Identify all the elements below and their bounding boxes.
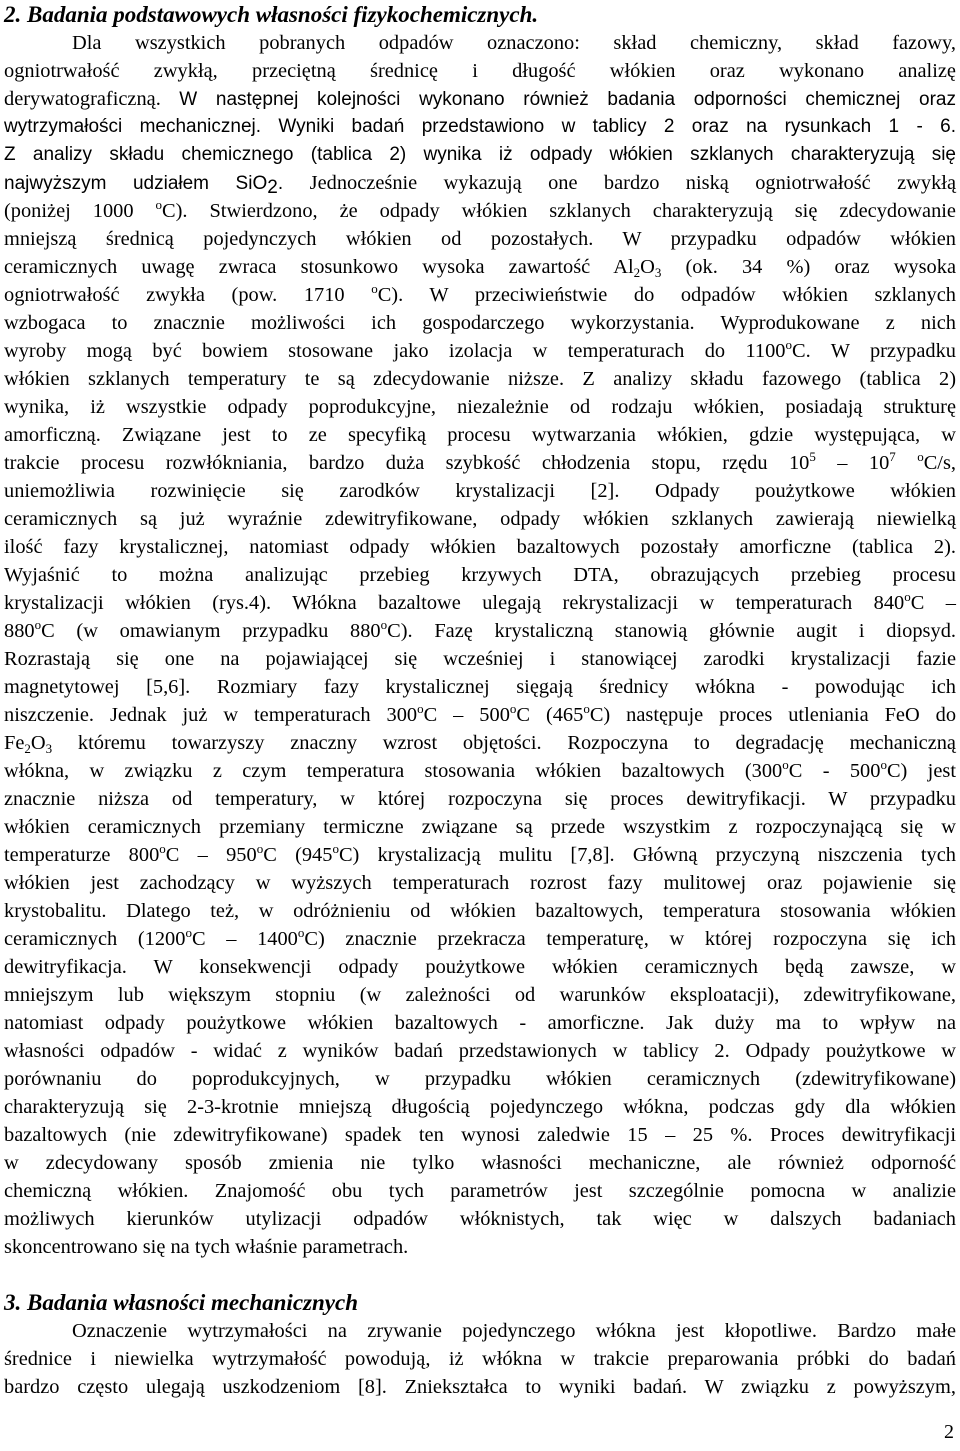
paragraph-line: bardzo często ulegają uszkodzeniom [8]. Zniekształca to wyniki badań. W związku z powyższym, [4, 1376, 956, 1398]
paragraph-line: w zdecydowany sposób zmienia nie tylko własności mechaniczne, ale również odporność [4, 1152, 956, 1174]
paragraph-line: wyroby mogą być bowiem stosowane jako izolacja w temperaturach do 1100$^o$C. W przypadku [4, 337, 957, 362]
paragraph-line: temperaturze 800$^o$C – 950$^o$C (945$^o$C) krystalizacją mulitu [7,8]. Główną przyczyną niszczenia tych [4, 841, 956, 866]
paragraph-line: porównaniu do poprodukcyjnych, w przypadku włókien ceramicznych (zdewitryfikowane) [4, 1068, 956, 1090]
section-2-heading: 2. Badania podstawowych własności fizykochemicznych. [4, 2, 539, 27]
paragraph-line: ceramicznych (1200$^o$C – 1400$^o$C) znacznie przekracza temperaturę, w której rozpoczyna się ich [4, 925, 956, 950]
paragraph-line: derywatograficzną. W następnej kolejności wykonano również badania odporności chemicznej oraz [4, 88, 957, 110]
paragraph-line: Oznaczenie wytrzymałości na zrywanie pojedynczego włókna jest kłopotliwe. Bardzo małe [72, 1320, 956, 1342]
section-3-heading: 3. Badania własności mechanicznych [4, 1290, 358, 1315]
paragraph-line: włókien jest zachodzący w wyższych temperaturach rozrost fazy mulitowej oraz pojawienie się [4, 872, 956, 894]
paragraph-line: krystobalitu. Dlatego też, w odróżnieniu od włókien bazaltowych, temperatura stosowania włókien [4, 900, 956, 922]
paragraph-line: wytrzymałości mechanicznej. Wyniki badań przedstawiono w tablicy 2 oraz na rysunkach 1 - 6. [4, 116, 956, 137]
paragraph-line: mniejszym lub większym stopniu (w zależności od warunków eksploatacji), zdewitryfikowane, [4, 984, 956, 1006]
paragraph-line: ogniotrwałość zwykła (pow. 1710 $^o$C). W przeciwieństwie do odpadów włókien szklanych [4, 281, 956, 306]
paragraph-line: wzbogaca to znacznie możliwości ich gospodarczego wykorzystania. Wyprodukowane z nich [4, 312, 956, 334]
paragraph-line: Wyjaśnić to można analizując przebieg krzywych DTA, obrazujących przebieg procesu [4, 564, 956, 586]
paragraph-line: Rozrastają się one na pojawiającej się wcześniej i stanowiącej zarodki krystalizacji fazie [4, 648, 956, 670]
paragraph-line: Dla wszystkich pobranych odpadów oznaczono: skład chemiczny, skład fazowy, [72, 32, 956, 54]
paragraph-line: uniemożliwia rozwinięcie się zarodków krystalizacji [2]. Odpady poużytkowe włókien [4, 480, 956, 502]
paragraph-line: (poniżej 1000 $^o$C). Stwierdzono, że odpady włókien szklanych charakteryzują się zdecydowanie [4, 197, 956, 222]
paragraph-line: dewitryfikacja. W konsekwencji odpady poużytkowe włókien ceramicznych będą zawsze, w [4, 956, 956, 978]
paragraph-line: włókien szklanych temperatury te są zdecydowanie niższe. Z analizy składu fazowego (tablica 2) [4, 368, 956, 390]
paragraph-line: natomiast odpady poużytkowe włókien bazaltowych - amorficzne. Jak duży ma to wpływ na [4, 1012, 956, 1034]
paragraph-line: bazaltowych (nie zdewitryfikowane) spadek ten wynosi zaledwie 15 – 25 %. Proces dewitryfikacji [4, 1124, 956, 1146]
paragraph-line: Z analizy składu chemicznego (tablica 2) wynika iż odpady włókien szklanych charakteryzują się [4, 144, 956, 165]
paragraph-line: najwyższym udziałem SiO$_2$. Jednocześnie wykazują one bardzo niską ogniotrwałość zwykłą [4, 172, 956, 198]
paragraph-line: znacznie niższa od temperatury, w której rozpoczyna się proces dewitryfikacji. W przypadku [4, 788, 956, 810]
paragraph-line: amorficzną. Związane jest to ze specyfiką procesu wytwarzania włókien, gdzie występująca, w [4, 424, 956, 446]
paragraph-line: charakteryzują się 2-3-krotnie mniejszą długością pojedynczego włókna, podczas gdy dla włókien [4, 1096, 956, 1118]
paragraph-line: ceramicznych są już wyraźnie zdewitryfikowane, odpady włókien szklanych zawierają niewielką [4, 508, 956, 530]
paragraph-line: możliwych kierunków utylizacji odpadów włóknistych, tak więc w dalszych badaniach [4, 1208, 956, 1230]
paragraph-line: włókna, w związku z czym temperatura stosowania włókien bazaltowych (300$^o$C - 500$^o$C) jest [4, 757, 956, 782]
page-number: 2 [944, 1421, 954, 1443]
paragraph-line: średnice i niewielka wytrzymałość powodują, iż włókna w trakcie preparowania próbki do badań [4, 1348, 956, 1370]
paragraph-line: włókien ceramicznych przemiany termiczne związane są przede wszystkim z rozpoczynającą się w [4, 816, 956, 838]
paragraph-line: trakcie procesu rozwłókniania, bardzo duża szybkość chłodzenia stopu, rzędu $10^5 - 10^7$ $^o$C/s, [4, 449, 956, 474]
paragraph-line: ilość fazy krystalicznej, natomiast odpady włókien bazaltowych pozostały amorficzne (tablica 2). [4, 536, 956, 558]
paragraph-line: niszczenie. Jednak już w temperaturach 300$^o$C – 500$^o$C (465$^o$C) następuje proces utleniania FeO do [4, 701, 957, 726]
paragraph-line: wynika, iż wszystkie odpady poprodukcyjne, niezależnie od rodzaju włókien, posiadają strukturę [4, 396, 956, 418]
paragraph-line: krystalizacji włókien (rys.4). Włókna bazaltowe ulegają rekrystalizacji w temperaturach 840$^o$C – [4, 589, 956, 614]
paragraph-line: $Fe_2O_3$ któremu towarzyszy znaczny wzrost objętości. Rozpoczyna to degradację mechaniczną [4, 732, 956, 756]
paragraph-line: własności odpadów - widać z wyników badań przedstawionych w tablicy 2. Odpady poużytkowe w [4, 1040, 956, 1062]
paragraph-line: ogniotrwałość zwykłą, przeciętną średnicę i długość włókien oraz wykonano analizę [4, 60, 956, 82]
paragraph-line: magnetytowej [5,6]. Rozmiary fazy krystalicznej sięgają średnicy włókna - powodując ich [4, 676, 956, 698]
paragraph-line: chemiczną włókien. Znajomość obu tych parametrów jest szczególnie pomocna w analizie [4, 1180, 956, 1202]
paragraph-line: mniejszą średnicą pojedynczych włókien od pozostałych. W przypadku odpadów włókien [4, 228, 956, 250]
paragraph-line: ceramicznych uwagę zwraca stosunkowo wysoka zawartość $Al_2O_3$ (ok. 34 %) oraz wysoka [4, 256, 956, 280]
paragraph-line: 880$^o$C (w omawianym przypadku 880$^o$C). Fazę krystaliczną stanowią głównie augit i diopsyd. [4, 617, 956, 642]
paragraph-line: skoncentrowano się na tych właśnie parametrach. [4, 1236, 409, 1258]
